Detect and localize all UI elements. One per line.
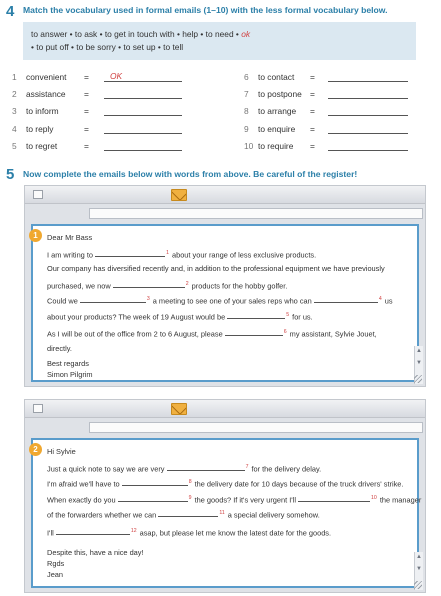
- vocabulary-line-1: to answer • to ask • to get in touch with • help • to need •: [31, 29, 242, 39]
- vocab-row: [244, 89, 424, 103]
- vocab-word: assistance: [26, 89, 66, 100]
- window-toolbar: [25, 400, 425, 418]
- answer-line[interactable]: [328, 98, 408, 99]
- equals-sign: =: [84, 106, 89, 117]
- answer-blank[interactable]: [158, 508, 218, 517]
- scrollbar[interactable]: [414, 346, 423, 384]
- answer-line[interactable]: [328, 133, 408, 134]
- equals-sign: =: [310, 123, 315, 134]
- email-closing: Despite this, have a nice day!: [47, 548, 144, 557]
- gap-number: 3: [146, 296, 150, 302]
- vocab-row: [12, 124, 192, 138]
- text: I'll: [47, 527, 54, 537]
- gap-number: 4: [378, 296, 382, 302]
- equals-sign: =: [310, 106, 315, 117]
- answer-blank[interactable]: [118, 493, 188, 502]
- resize-grip-icon[interactable]: [414, 375, 422, 383]
- text: Our company has diversified recently and, in addition to the professional equipment we have previously: [47, 264, 385, 273]
- vocab-row: [244, 106, 424, 120]
- vocabulary-box: [23, 22, 416, 60]
- vocab-number: 10: [244, 140, 254, 151]
- vocab-word: to inform: [26, 106, 59, 117]
- text: of the forwarders whether we can: [47, 510, 157, 520]
- email-body-1[interactable]: [31, 224, 419, 382]
- vocab-number: 3: [12, 106, 17, 117]
- vocab-number: 2: [12, 89, 17, 100]
- vocab-word: to enquire: [258, 123, 296, 134]
- gap-number: 10: [371, 494, 377, 501]
- text: my assistant, Sylvie Jouet,: [289, 329, 377, 339]
- gap-number: 11: [219, 510, 225, 516]
- exercise-5-heading: Now complete the emails below with words from above. Be careful of the register!: [23, 169, 358, 179]
- scroll-up-icon[interactable]: ▲: [416, 554, 422, 560]
- answer-line[interactable]: [104, 98, 182, 99]
- answer-blank[interactable]: [298, 493, 370, 502]
- window-button[interactable]: [33, 190, 43, 199]
- answer-blank[interactable]: [95, 248, 165, 257]
- vocab-number: 5: [12, 140, 17, 151]
- equals-sign: =: [310, 89, 315, 100]
- vocab-word: to require: [258, 140, 294, 151]
- email-body-2[interactable]: [31, 438, 422, 588]
- answer-blank[interactable]: [80, 294, 146, 303]
- text: asap, but please let me know the latest date for the goods.: [139, 527, 332, 537]
- text: for the delivery delay.: [251, 463, 322, 473]
- text: a special delivery somehow.: [227, 510, 320, 520]
- gap-number: 9: [188, 494, 192, 501]
- address-field[interactable]: [89, 422, 423, 433]
- vocab-number: 9: [244, 123, 249, 134]
- example-answer: OK: [110, 71, 123, 81]
- answer-blank[interactable]: [314, 294, 378, 303]
- gap-number: 8: [188, 479, 192, 485]
- vocab-row: [12, 141, 192, 155]
- answer-blank[interactable]: [113, 279, 185, 288]
- envelope-icon[interactable]: [171, 403, 187, 415]
- gap-number: 6: [283, 329, 287, 335]
- vocab-number: 6: [244, 72, 249, 82]
- window-button[interactable]: [33, 404, 43, 413]
- answer-line[interactable]: [104, 115, 182, 116]
- exercise-5-number: 5: [6, 166, 15, 183]
- vocab-word: to postpone: [258, 89, 302, 100]
- exercise-4-number: 4: [6, 3, 15, 20]
- email-closing: Best regards: [47, 359, 89, 368]
- email-closing: Rgds: [47, 559, 65, 568]
- equals-sign: =: [310, 140, 315, 151]
- email-window-2: [24, 399, 426, 593]
- vocab-word: convenient: [26, 72, 67, 82]
- vocab-number: 7: [244, 89, 249, 100]
- email-number-badge: 2: [29, 443, 42, 456]
- text: As I will be out of the office from 2 to 6 August, please: [47, 329, 223, 339]
- scroll-down-icon[interactable]: ▼: [416, 360, 422, 366]
- answer-line[interactable]: [328, 115, 408, 116]
- email-signature: Jean: [47, 570, 64, 579]
- text: When exactly do you: [47, 494, 116, 504]
- envelope-icon[interactable]: [171, 189, 187, 201]
- vocab-row: [12, 72, 192, 86]
- equals-sign: =: [84, 89, 89, 100]
- vocab-word: to regret: [26, 140, 58, 151]
- text: the manager: [379, 494, 422, 504]
- gap-number: 5: [286, 311, 290, 318]
- vocabulary-line-2: • to put off • to be sorry • to set up • to tell: [31, 42, 184, 52]
- gap-number: 2: [185, 280, 189, 287]
- answer-blank[interactable]: [56, 526, 130, 535]
- vocab-row: [244, 72, 424, 86]
- equals-sign: =: [310, 72, 315, 82]
- exercise-4-heading: Match the vocabulary used in formal emails (1–10) with the less formal vocabulary below.: [23, 5, 388, 15]
- text: about your products? The week of 19 August would be: [47, 311, 226, 321]
- vocab-row: [244, 124, 424, 138]
- address-field[interactable]: [89, 208, 423, 219]
- gap-number: 7: [245, 463, 249, 470]
- answer-blank[interactable]: [122, 477, 188, 486]
- email-window-1: [24, 185, 426, 387]
- answer-line[interactable]: [104, 133, 182, 134]
- text: I am writing to: [47, 249, 94, 259]
- scroll-down-icon[interactable]: ▼: [416, 566, 422, 572]
- equals-sign: =: [84, 140, 89, 151]
- vocab-word: to contact: [258, 72, 295, 82]
- text: products for the hobby golfer.: [191, 280, 288, 290]
- text: a meeting to see one of your sales reps who can: [152, 296, 312, 306]
- vocab-row: [244, 141, 424, 155]
- scrollbar[interactable]: [414, 552, 423, 590]
- answer-blank[interactable]: [225, 327, 283, 336]
- text: the goods? If it's very urgent I'll: [194, 494, 296, 504]
- text: directly.: [47, 343, 72, 353]
- text: the delivery date for 10 days because of the truck drivers' strike.: [194, 479, 404, 489]
- resize-grip-icon[interactable]: [414, 581, 422, 589]
- text: Just a quick note to say we are very: [47, 463, 165, 473]
- text: for us.: [292, 311, 313, 321]
- email-greeting: Dear Mr Bass: [47, 233, 93, 242]
- gap-number: 1: [166, 249, 169, 256]
- scroll-up-icon[interactable]: ▲: [416, 348, 422, 354]
- text: us: [384, 296, 393, 306]
- vocab-number: 1: [12, 72, 17, 82]
- vocab-number: 4: [12, 123, 17, 134]
- vocab-word: to arrange: [258, 106, 297, 117]
- answer-blank[interactable]: [227, 310, 285, 319]
- vocab-word: to reply: [26, 123, 54, 134]
- text: about your range of less exclusive products.: [171, 249, 317, 259]
- vocab-row: [12, 106, 192, 120]
- text: purchased, we now: [47, 280, 111, 290]
- text: I'm afraid we'll have to: [47, 479, 120, 489]
- vocab-number: 8: [244, 106, 249, 117]
- answer-blank[interactable]: [167, 462, 245, 471]
- equals-sign: =: [84, 123, 89, 134]
- email-greeting: Hi Sylvie: [47, 447, 76, 456]
- answer-line[interactable]: [104, 150, 182, 151]
- email-number-badge: 1: [29, 229, 42, 242]
- vocabulary-ok: ok: [241, 29, 251, 39]
- answer-line[interactable]: [104, 81, 182, 82]
- answer-line[interactable]: [328, 150, 408, 151]
- window-toolbar: [25, 186, 425, 204]
- text: Could we: [47, 296, 78, 306]
- vocab-row: [12, 89, 192, 103]
- equals-sign: =: [84, 72, 89, 82]
- email-signature: Simon Pilgrim: [47, 370, 93, 379]
- gap-number: 12: [130, 527, 137, 534]
- answer-line[interactable]: [328, 81, 408, 82]
